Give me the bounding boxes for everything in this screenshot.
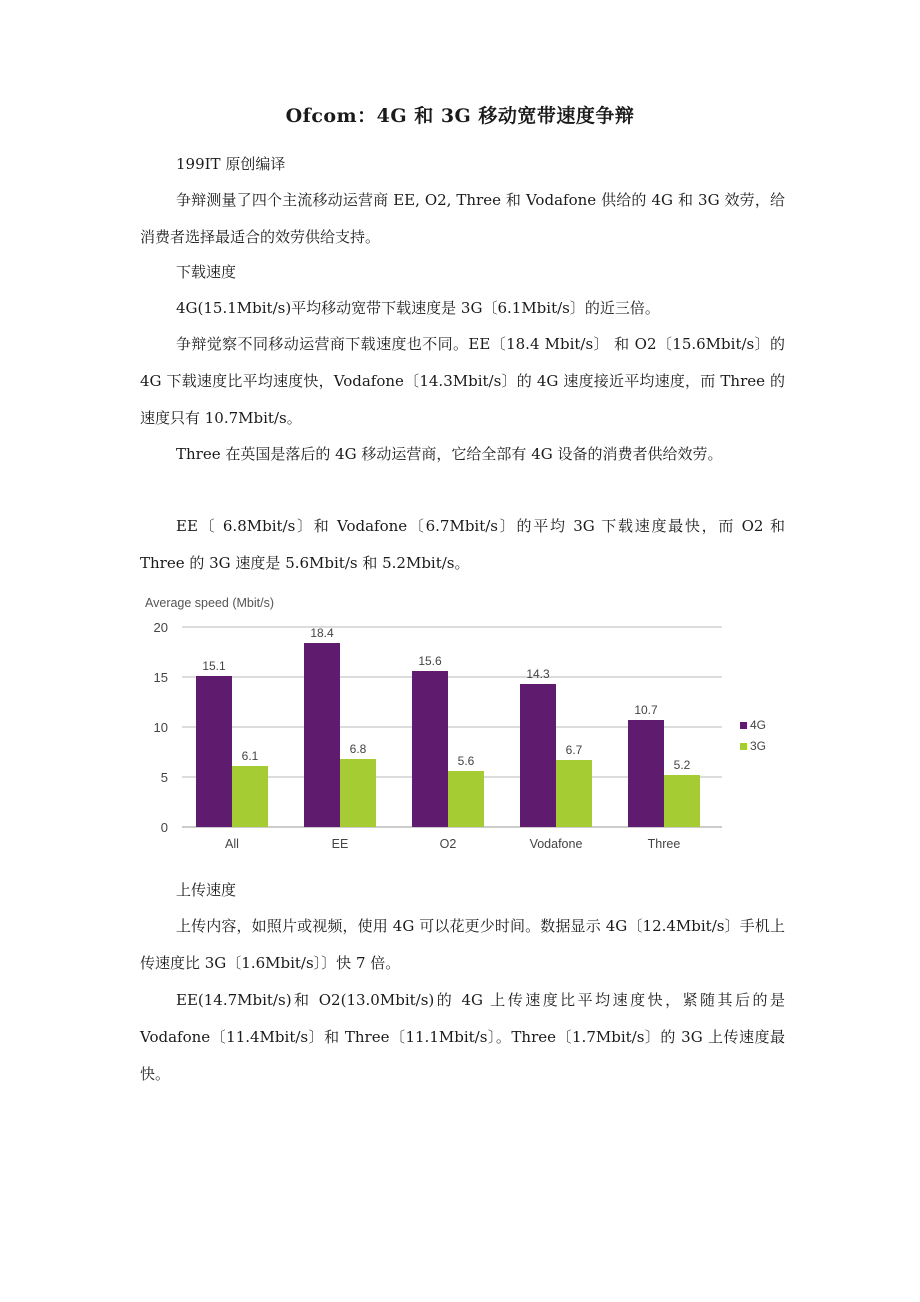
download-paragraph-2: 争辩觉察不同移动运营商下载速度也不同。EE〔18.4 Mbit/s〕 和 O2〔15.6Mbit/s〕的 4G 下载速度比平均速度快，Vodafone〔14.3Mbit/s〕的 4G 速度接近平均速度，而 Three 的速度只有 10.7Mbit/s。	[140, 335, 785, 427]
x-tick-label: EE	[331, 837, 349, 851]
upload-heading: 上传速度	[176, 881, 237, 899]
data-label: 10.7	[634, 703, 658, 717]
bar-4g	[304, 643, 340, 827]
data-label: 15.1	[202, 659, 226, 673]
legend-label: 3G	[750, 739, 767, 753]
download-paragraph-4: EE〔 6.8Mbit/s〕和 Vodafone〔6.7Mbit/s〕的平均 3G 下载速度最快，而 O2 和 Three 的 3G 速度是 5.6Mbit/s 和 5.2Mbit/s。	[140, 517, 785, 572]
bar-3g	[340, 759, 376, 827]
y-tick-label: 15	[153, 670, 168, 685]
x-tick-label: O2	[439, 837, 457, 851]
speed-chart-svg	[140, 588, 780, 863]
download-heading: 下载速度	[176, 263, 237, 281]
bar-3g	[664, 775, 700, 827]
x-tick-label: All	[225, 837, 239, 851]
download-paragraph-3: Three 在英国是落后的 4G 移动运营商，它给全部有 4G 设备的消费者供给效劳。	[176, 445, 723, 463]
legend-swatch-4g	[740, 722, 747, 729]
x-tick-label: Vodafone	[529, 837, 583, 851]
legend-swatch-3g	[740, 743, 747, 750]
intro-paragraph: 争辩测量了四个主流移动运营商 EE, O2, Three 和 Vodafone 供给的 4G 和 3G 效劳，给消费者选择最适合的效劳供给支持。	[140, 191, 785, 246]
speed-chart	[140, 588, 780, 863]
bar-3g	[448, 771, 484, 827]
bar-4g	[628, 720, 664, 827]
data-label: 15.6	[418, 654, 442, 668]
data-label: 6.1	[241, 749, 259, 763]
bar-3g	[556, 760, 592, 827]
document-title: Ofcom：4G 和 3G 移动宽带速度争辩	[285, 105, 635, 127]
y-tick-label: 5	[160, 770, 168, 785]
chart-title: Average speed (Mbit/s)	[145, 596, 274, 610]
data-label: 14.3	[526, 667, 550, 681]
upload-paragraph-2: EE(14.7Mbit/s)和 O2(13.0Mbit/s)的 4G 上传速度比平均速度快，紧随其后的是 Vodafone〔11.4Mbit/s〕和 Three〔11.1Mbit/s〕。Three〔1.7Mbit/s〕的 3G 上传速度最快。	[140, 991, 785, 1083]
bar-4g	[412, 671, 448, 827]
data-label: 6.8	[349, 742, 367, 756]
legend-label: 4G	[750, 718, 767, 732]
bar-4g	[520, 684, 556, 827]
y-tick-label: 10	[153, 720, 168, 735]
download-paragraph-1: 4G(15.1Mbit/s)平均移动宽带下载速度是 3G〔6.1Mbit/s〕的近三倍。	[176, 299, 660, 317]
upload-paragraph-1: 上传内容，如照片或视频，使用 4G 可以花更少时间。数据显示 4G〔12.4Mbit/s〕手机上传速度比 3G〔1.6Mbit/s〕〕快 7 倍。	[140, 917, 785, 972]
bar-3g	[232, 766, 268, 827]
x-tick-label: Three	[647, 837, 681, 851]
data-label: 6.7	[565, 743, 583, 757]
data-label: 5.6	[457, 754, 475, 768]
data-label: 5.2	[673, 758, 691, 772]
bar-4g	[196, 676, 232, 827]
y-tick-label: 0	[160, 820, 168, 835]
y-tick-label: 20	[153, 620, 168, 635]
data-label: 18.4	[310, 626, 334, 640]
byline: 199IT 原创编译	[176, 155, 286, 173]
